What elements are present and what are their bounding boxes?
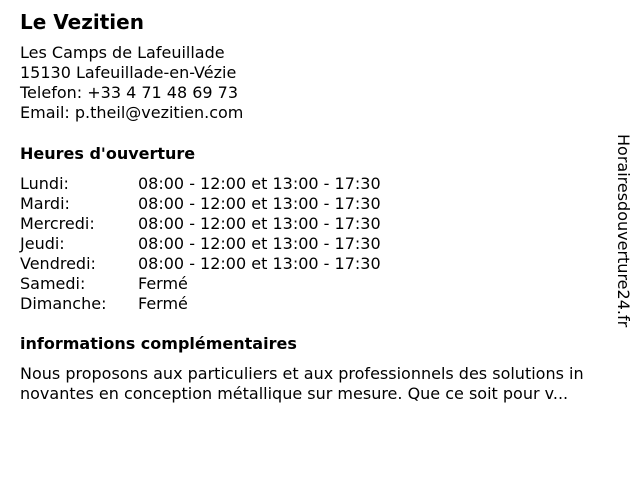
address-city: 15130 Lafeuillade-en-Vézie [20,63,237,82]
day-label: Mardi: [20,194,70,213]
day-label: Samedi: [20,274,86,293]
day-hours: 08:00 - 12:00 et 13:00 - 17:30 [138,174,381,193]
watermark [612,134,634,346]
additional-info-text [20,364,640,404]
day-hours: 08:00 - 12:00 et 13:00 - 17:30 [138,234,381,253]
business-name: Le Vezitien [20,10,144,34]
day-hours: Fermé [138,294,188,313]
address-street: Les Camps de Lafeuillade [20,43,225,62]
day-hours: Fermé [138,274,188,293]
day-hours: 08:00 - 12:00 et 13:00 - 17:30 [138,214,381,233]
day-label: Mercredi: [20,214,95,233]
day-label: Lundi: [20,174,69,193]
day-hours: 08:00 - 12:00 et 13:00 - 17:30 [138,254,381,273]
email-address[interactable]: Email: p.theil@vezitien.com [20,103,244,122]
watermark-text: Horairesdouverture24.fr [614,134,633,328]
opening-hours-heading: Heures d'ouverture [20,144,196,163]
additional-info-heading: informations complémentaires [20,334,297,353]
day-label: Jeudi: [20,234,65,253]
contact-block [20,43,243,123]
day-label: Vendredi: [20,254,96,273]
day-hours: 08:00 - 12:00 et 13:00 - 17:30 [138,194,381,213]
description-line: novantes en conception métallique sur mesure. Que ce soit pour v... [20,384,569,403]
phone-number[interactable]: Telefon: +33 4 71 48 69 73 [20,83,239,102]
description-line: Nous proposons aux particuliers et aux professionnels des solutions in [20,364,584,383]
day-label: Dimanche: [20,294,107,313]
